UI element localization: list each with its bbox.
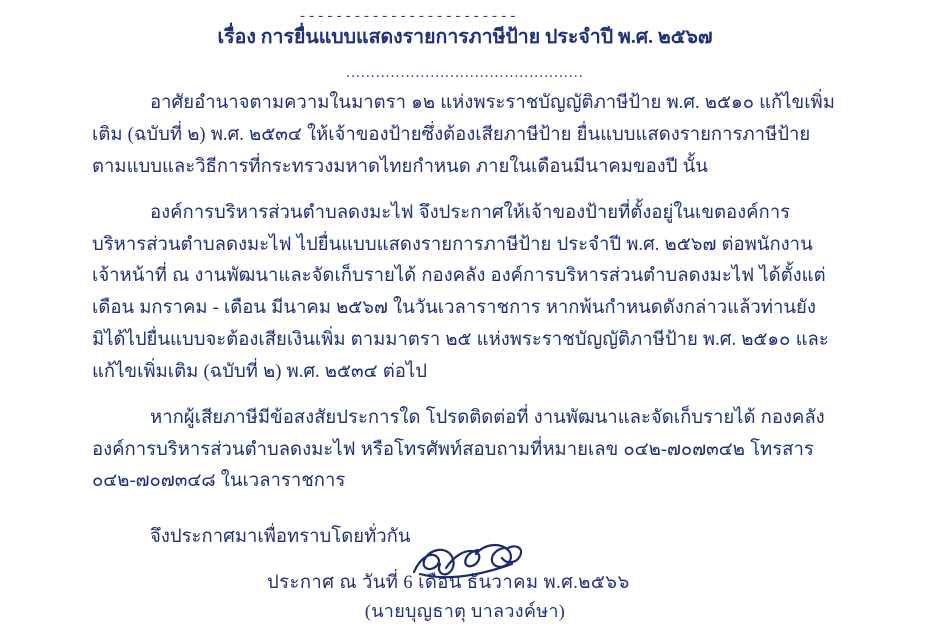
date-line: ประกาศ ณ วันที่ 6 เดือน ธันวาคม พ.ศ.๒๕๖๖	[267, 572, 630, 593]
cut-mark-line: - - - - - - - - - - - - - - - - - - - - - - - -	[300, 8, 516, 25]
signature-block	[0, 538, 930, 633]
document-page	[0, 8, 930, 633]
closing-statement: จึงประกาศมาเพื่อทราบโดยทั่วกัน	[150, 527, 411, 548]
title-divider: ................................................	[346, 65, 584, 82]
paragraph-announcement-details: องค์การบริหารส่วนตำบลดงมะไฟ จึงประกาศให้เจ้าของป้ายที่ตั้งอยู่ในเขตองค์การบริหารส่วนตำบลดงมะไฟ ไปยื่นแบบแสดงรายการภาษีป้าย ประจำปี พ.ศ. ๒๕๖๗ ต่อพนักงานเจ้าหน้าที่ ณ งานพัฒนาและจัดเก็บรายได้ กองคลัง องค์การบริหารส่วนตำบลดงมะไฟ ได้ตั้งแต่เดือน มกราคม - เดือน มีนาคม ๒๕๖๗ ในวันเวลาราชการ หากพ้นกำหนดดังกล่าวแล้วท่านยังมิได้ไปยื่นแบบจะต้องเสียเงินเพิ่ม ตามมาตรา ๒๕ แห่งพระราชบัญญัติภาษีป้าย พ.ศ. ๒๕๑๐ และแก้ไขเพิ่มเติม (ฉบับที่ ๒) พ.ศ. ๒๕๓๔ ต่อไป	[92, 202, 829, 382]
page-title: เรื่อง การยื่นแบบแสดงรายการภาษีป้าย ประจำปี พ.ศ. ๒๕๖๗	[217, 27, 713, 49]
paragraph-legal-authority: อาศัยอำนาจตามความในมาตรา ๑๒ แห่งพระราชบัญญัติภาษีป้าย พ.ศ. ๒๕๑๐ แก้ไขเพิ่มเติม (ฉบับที่ ๒) พ.ศ. ๒๕๓๔ ให้เจ้าของป้ายซึ่งต้องเสียภาษีป้าย ยื่นแบบแสดงรายการภาษีป้าย ตามแบบและวิธีการที่กระทรวงมหาดไทยกำหนด ภายในเดือนมีนาคมของปี นั้น	[92, 93, 835, 177]
signer-name: (นายบุญธาตุ บาลวงค์ษา)	[364, 601, 566, 622]
signature-mark	[0, 538, 930, 596]
paragraph-contact-info: หากผู้เสียภาษีมีข้อสงสัยประการใด โปรดติดต่อที่ งานพัฒนาและจัดเก็บรายได้ กองคลัง องค์การบริหารส่วนตำบลดงมะไฟ หรือโทรศัพท์สอบถามที่หมายเลข ๐๔๒-๗๐๗๓๔๒ โทรสาร ๐๔๒-๗๐๗๓๔๘ ในเวลาราชการ	[92, 407, 825, 492]
